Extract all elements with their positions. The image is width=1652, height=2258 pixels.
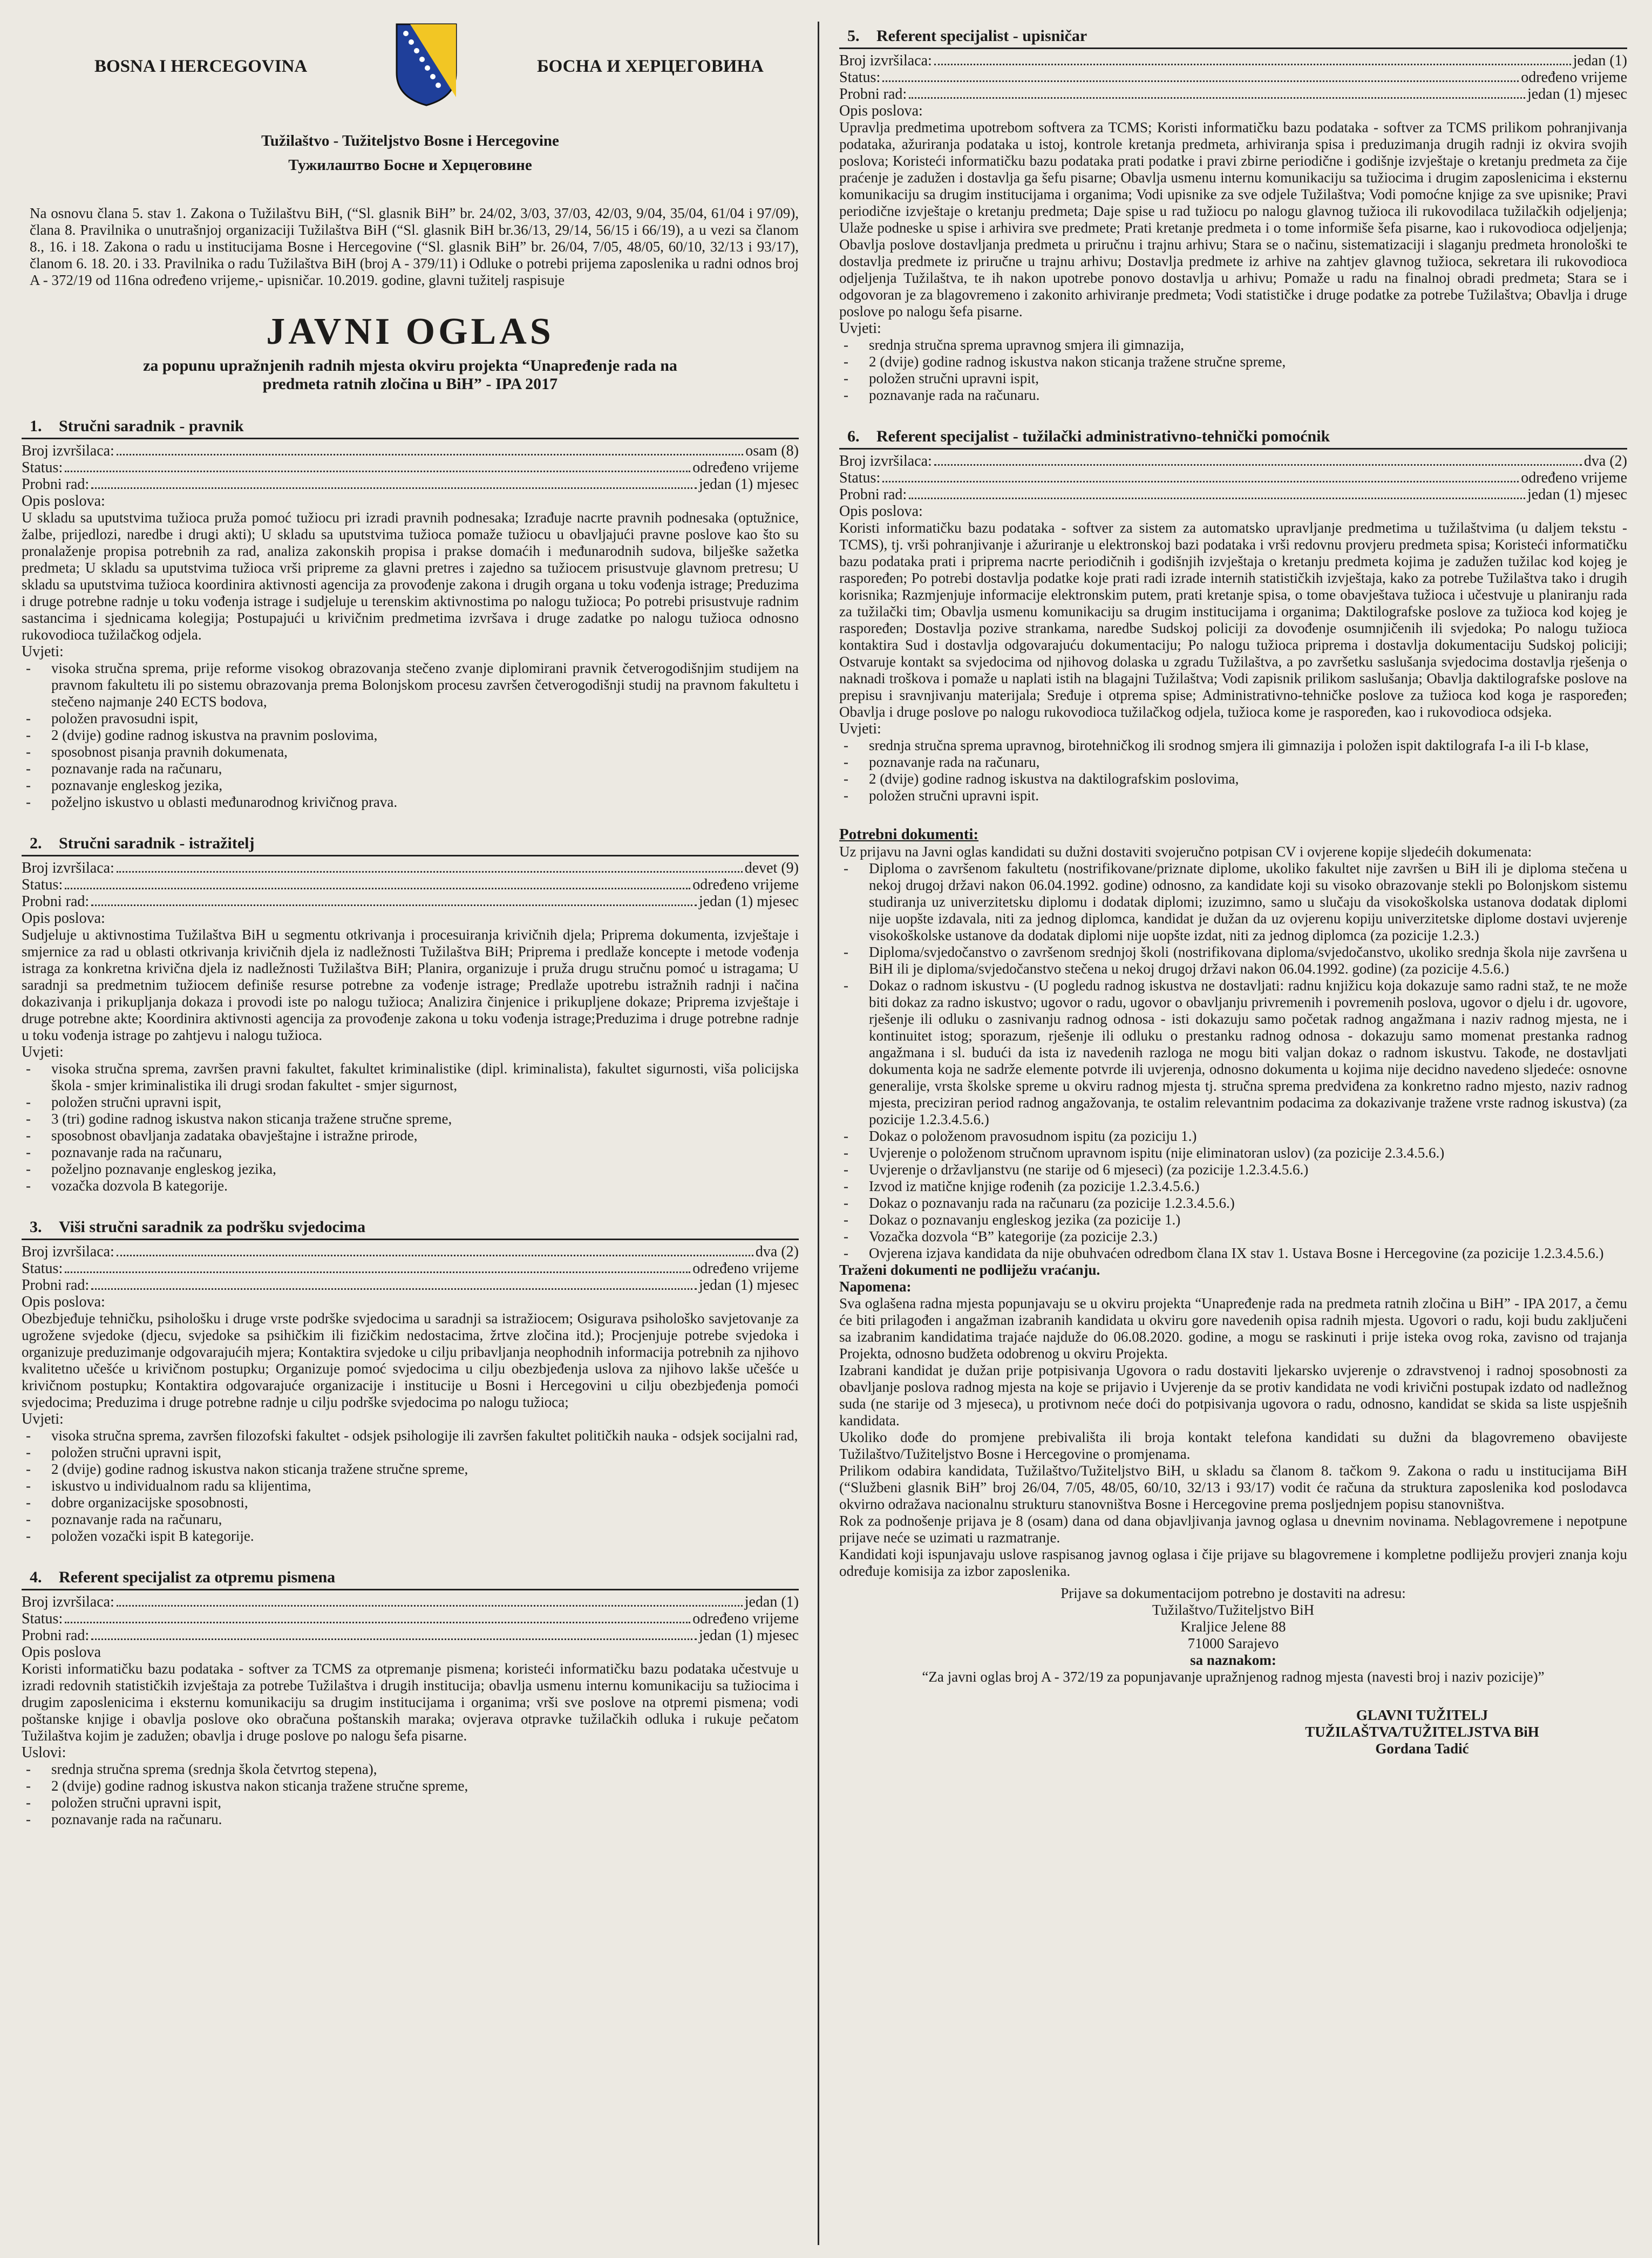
notice-subtitle: za popunu upražnjenih radnih mjesta okviru projekta “Unapređenje rada na predmeta ratnih zločina u BiH” - IPA 2017 (143, 357, 677, 393)
field-value: jedan (1) mjesec (1527, 86, 1627, 103)
dot-leader (909, 486, 1525, 499)
uvjet-item: - visoka stručna sprema, prije reforme visokog obrazovanja stečeno zvanje diplomirani pravnik četverogodišnjim studijem na pravnom fakultetu ili po sistemu obrazovanja prema Bolonjskom procesu završen četverogodišnji studij na pravnom fakultetu i stečeno najmanje 240 ECTS bodova, (22, 660, 799, 710)
field-probni (22, 476, 799, 493)
uvjet-item: - visoka stručna sprema, završen filozofski fakultet - odsjek psihologije ili završen fakultet političkih nauka - odsjek socijalni rad, (22, 1427, 799, 1444)
opis-text: Sudjeluje u aktivnostima Tužilaštva BiH u segmentu otkrivanja i procesuiranja krivičnih djela; Priprema dokumenta, izvještaje i smjernice za rad u oblasti otkrivanja krivičnih djela iz nadležnosti Tužilaštva BiH; Priprema i predlaže koncepte i metode vođenja istraga za konkretna krivična djela iz nadležnosti Tužilaštva BiH; Planira, organizuje i pruža drugu stručnu pomoć u istragama; U saradnji sa predmetnim tužiocem definiše resurse potrebne za vođenje istrage; Predlaže upotrebu istražnih radnji i načina dokazivanja i prikupljanja dokaza i provodi iste po nalogu tužioca; Analizira činjenice i prikupljene dokaze; Priprema izvještaje i druge potrebne akte; Koordinira aktivnosti agencija za provođenje zakona u toku vođenja istrage;Preduzima i druge potrebne radnje u toku vođenja istrage po zahtjevu i nalogu tužioca. (22, 927, 799, 1043)
field-label: Probni rad: (22, 1277, 90, 1294)
uvjet-item: - 2 (dvije) godine radnog iskustva nakon sticanja tražene stručne spreme, (839, 353, 1627, 370)
opis-label: Opis poslova: (839, 103, 923, 119)
section-heading (22, 1568, 799, 1590)
signature-block (1217, 1707, 1627, 1757)
opis-label: Opis poslova: (22, 493, 105, 509)
field-value: određeno vrijeme (692, 1260, 799, 1277)
dot-leader (882, 470, 1519, 482)
field-value: određeno vrijeme (1521, 470, 1627, 486)
uvjeti-label: Uvjeti: (22, 1411, 64, 1427)
uvjet-item: - poznavanje rada na računaru. (839, 387, 1627, 404)
section-title: Stručni saradnik - pravnik (59, 417, 244, 435)
note-paragraph: Izabrani kandidat je dužan prije potpisivanja Ugovora o radu dostaviti ljekarsko uvjerenje o zdravstvenoj i radnoj sposobnosti za obavljanje poslova radnog mjesta na koje se prijavio i Uvjerenje da se protiv kandidata ne vodi krivični postupak izdato od nadležnog suda (ne starije od 3 mjeseca), u protivnom neće doći do potpisivanja ugovora o radu, odnosno, kandidat se skida sa liste uspješnih kandidata. (839, 1362, 1627, 1429)
field-value: jedan (1) mjesec (698, 1627, 799, 1644)
field-value: određeno vrijeme (692, 1610, 799, 1627)
field-probni (839, 86, 1627, 103)
position-section (839, 427, 1627, 804)
uvjeti-label: Uvjeti: (22, 643, 64, 660)
opis-text: Koristi informatičku bazu podataka - softver za TCMS za otpremanje pismena; koristeći informatičku bazu podataka učestvuje u izradi redovnih statističkih izvještaja za potrebe Tužilaštva i drugih institucija; obavlja usmenu internu komunikaciju sa tužiocima i drugim zaposlenicima i eksternu komunikaciju sa drugim institucijama i organima; vrši sve poslove na otpremi pismena; vodi poštanske knjige i obavlja poslove oko obračuna poštanskih maraka; ovjerava otpravke tužilačkih odluka i rukuje pečatom Tužilaštva kojim je zadužen; obavlja i druge poslove po nalogu šefa pisarne. (22, 1661, 799, 1744)
section-title: Stručni saradnik - istražitelj (59, 834, 255, 852)
section-title: Viši stručni saradnik za podršku svjedocima (59, 1218, 366, 1236)
uvjet-item: - položen stručni upravni ispit, (839, 370, 1627, 387)
field-value: jedan (1) (744, 1594, 799, 1610)
address-line-1: Tužilaštvo/Tužiteljstvo BiH (1152, 1602, 1315, 1618)
address-intro: Prijave sa dokumentacijom potrebno je dostaviti na adresu: (1060, 1585, 1406, 1601)
field-label: Broj izvršilaca: (22, 443, 114, 459)
left-column (22, 22, 799, 1828)
dot-leader (882, 69, 1519, 82)
uvjet-item: - sposobnost obavljanja zadataka obavještajne i istražne prirode, (22, 1127, 799, 1144)
note-paragraph: Kandidati koji ispunjavaju uslove raspisanog javnog oglasa i čije prijave su blagovremene i kompletne podliježu provjeri znanja koju određuje komisija za izbor zaposlenika. (839, 1546, 1627, 1579)
opis-text: Obezbjeđuje tehničku, psihološku i druge vrste podrške svjedocima u saradnji sa istražiocem; Osigurava psihološko savjetovanje za ugrožene svjedoke (djecu, svjedoke sa psihičkim ili fizičkim nedostacima, žrtve zločina itd.); Procjenjuje potrebe svjedoka i organizuje preduzimanje odgovarajućih mjera; Kontaktira svjedoke u cilju pribavljanja neophodnih informacija potrebnih za njihovo kvalitetno učešće u krivičnom postupku; Organizuje pomoć svjedocima u cilju obezbjeđenja uslova za njihovo lakše učešće u krivičnom postupku; Kontaktira odgovarajuće organizacije i institucije u Bosni i Hercegovini u cilju obezbjeđenja pomoći svjedocima; Preduzima i druge potrebne radnje u cilju podrške svjedocima po nalogu tužioca; (22, 1310, 799, 1410)
uvjet-item: - poželjno poznavanje engleskog jezika, (22, 1161, 799, 1178)
uvjet-item: - poznavanje rada na računaru, (22, 760, 799, 777)
address-block (839, 1585, 1627, 1685)
position-section (22, 834, 799, 1194)
field-probni (22, 1277, 799, 1294)
field-label: Probni rad: (22, 476, 90, 493)
field-label: Status: (22, 876, 63, 893)
legal-basis: Na osnovu člana 5. stav 1. Zakona o Tužilaštvu BiH, (“Sl. glasnik BiH” br. 24/02, 3/03, 37/03, 42/03, 9/04, 35/04, 61/04 i 97/09), člana 8. Pravilnika o unutrašnjoj organizaciji Tužilaštva BiH (“Sl. glasnik BiH br.36/13, 29/14, 56/15 i 66/19), a u vezi sa članom 8., 16. i 18. Zakona o radu u institucijama Bosne i Hercegovine (“Sl. glasnik BiH” br. 26/04, 7/05, 48/05, 60/10, 32/13 i 93/17), članom 6. 18. 20. i 33. Pravilnika o radu Tužilaštva BiH (broj A - 379/11) i Odluke o potrebi prijema zaposlenika u radni odnos broj A - 372/19 od 116na određeno vrijeme,- upisničar. 10.2019. godine, glavni tužitelj raspisuje (30, 205, 799, 288)
field-value: jedan (1) mjesec (698, 893, 799, 910)
document-item: - Vozačka dozvola “B” kategorije (za pozicije 2.3.) (839, 1228, 1627, 1245)
uvjet-item: - položen stručni upravni ispit. (839, 787, 1627, 804)
field-probni (839, 486, 1627, 503)
field-value: dva (2) (1583, 453, 1627, 470)
section-heading (839, 427, 1627, 450)
dot-leader (91, 1277, 697, 1290)
field-label: Broj izvršilaca: (22, 1594, 114, 1610)
field-label: Status: (22, 459, 63, 476)
note-paragraph: Ukoliko dođe do promjene prebivališta ili broja kontakt telefona kandidati su dužni da blagovremeno obavijeste Tužilaštvo/Tužiteljstvo Bosne i Hercegovine o promjenama. (839, 1429, 1627, 1462)
dot-leader (91, 1627, 697, 1640)
opis-label: Opis poslova: (22, 910, 105, 927)
dot-leader (117, 1594, 743, 1607)
signature-name: Gordana Tadić (1375, 1740, 1469, 1757)
document-item: - Ovjerena izjava kandidata da nije obuhvaćen odredbom člana IX stav 1. Ustava Bosne i Hercegovine (za pozicije 1.2.3.4.5.6.) (839, 1245, 1627, 1262)
field-label: Probni rad: (839, 86, 907, 103)
coat-of-arms-icon (394, 22, 459, 108)
uvjet-item: - poželjno iskustvo u oblasti međunarodnog krivičnog prava. (22, 794, 799, 811)
notice-title: JAVNI OGLAS (266, 311, 554, 352)
section-title: Referent specijalist - tužilački administrativno-tehnički pomoćnik (876, 427, 1330, 445)
document-item: - Uvjerenje o državljanstvu (ne starije od 6 mjeseci) (za pozicije 1.2.3.4.5.6.) (839, 1161, 1627, 1178)
opis-label: Opis poslova (22, 1644, 101, 1661)
dot-leader (65, 1610, 690, 1623)
field-label: Broj izvršilaca: (22, 860, 114, 876)
column-divider (818, 22, 819, 2245)
uvjeti-list (22, 1761, 799, 1828)
field-probni (22, 1627, 799, 1644)
dot-leader (934, 453, 1582, 466)
section-number: 5. (847, 27, 860, 45)
field-broj (22, 1243, 799, 1260)
uvjet-item: - 2 (dvije) godine radnog iskustva nakon sticanja tražene stručne spreme, (22, 1778, 799, 1794)
opis-text: U skladu sa uputstvima tužioca pruža pomoć tužiocu pri izradi pravnih podnesaka; Izrađuje nacrte pravnih podnesaka (optužnice, žalbe, prijedlozi, naredbe i drugi akti); U skladu sa uputstvima tužioca pomaže tužiocu u obavljajući pravne poslove kao što su pronalaženje propisa potrebnih za rad, analiza zakonskih propisa i prakse domaćih i međunarodnih sudova, bilješke sažetka predmeta; U skladu sa uputstvima tužioca vrši pripreme za glavni pretres i zajedno sa tužiocem prisustvuje glavnom pretresu; U skladu sa uputstvima tužioca koordinira aktivnosti agencija za provođenje zakona i drugih organa u toku vođenja istrage; Preduzima i druge potrebne radnje u toku vođenja istrage i sudjeluje u terenskim aktivnostima po nalogu tužioca; Po potrebi prisustvuje radnim sastancima i sjednicama kolegija; Postupajući u krivičnim predmetima izvršava i druge zadatke po nalogu tužioca odnosno rukovodioca tužilačkog odjela. (22, 509, 799, 643)
notes-heading: Napomena: (839, 1278, 912, 1295)
field-value: dva (2) (755, 1243, 799, 1260)
field-status (22, 459, 799, 476)
dot-leader (117, 1243, 753, 1256)
uvjet-item: - srednja stručna sprema upravnog smjera ili gimnazija, (839, 337, 1627, 353)
document-item: - Dokaz o poznavanju rada na računaru (za pozicije 1.2.3.4.5.6.) (839, 1195, 1627, 1212)
uvjet-item: - dobre organizacijske sposobnosti, (22, 1494, 799, 1511)
uvjet-item: - poznavanje rada na računaru, (22, 1511, 799, 1528)
section-number: 2. (30, 834, 42, 852)
document-item: - Diploma/svjedočanstvo o završenom srednjoj školi (nostrifikovana diploma/svjedočanstvo, ukoliko srednja škola nije završena u BiH ili je diploma/svjedočanstvo stečena u nekoj drugoj državi nakon 06.04.1992. godine) (za pozicije 4.5.6.) (839, 944, 1627, 977)
field-value: osam (8) (745, 443, 799, 459)
uvjeti-list (839, 337, 1627, 404)
address-line-3: 71000 Sarajevo (1187, 1635, 1279, 1651)
dot-leader (91, 893, 697, 906)
position-section (22, 417, 799, 811)
field-broj (22, 860, 799, 876)
section-heading (22, 1218, 799, 1240)
field-status (22, 1260, 799, 1277)
uvjeti-label: Uvjeti: (22, 1044, 64, 1060)
right-column (839, 22, 1627, 1757)
section-number: 3. (30, 1218, 42, 1236)
uvjet-item: - položen stručni upravni ispit, (22, 1444, 799, 1461)
notes-paragraphs (839, 1295, 1627, 1580)
uvjeti-label: Uvjeti: (839, 720, 881, 737)
field-value: jedan (1) mjesec (1527, 486, 1627, 503)
address-line-2: Kraljice Jelene 88 (1180, 1618, 1286, 1635)
uvjet-item: - položen vozački ispit B kategorije. (22, 1528, 799, 1545)
document-item: - Dokaz o poznavanju engleskog jezika (za pozicije 1.) (839, 1212, 1627, 1228)
field-value: određeno vrijeme (692, 459, 799, 476)
dot-leader (909, 86, 1525, 99)
field-probni (22, 893, 799, 910)
note-paragraph: Rok za podnošenje prijava je 8 (osam) dana od dana objavljivanja javnog oglasa u dnevnim novinama. Neblagovremene i nepotpune prijave neće se uzimati u razmatranje. (839, 1513, 1627, 1546)
field-label: Status: (22, 1260, 63, 1277)
field-broj (22, 1594, 799, 1610)
field-label: Status: (22, 1610, 63, 1627)
uvjet-item: - poznavanje rada na računaru, (22, 1144, 799, 1161)
field-label: Broj izvršilaca: (839, 52, 932, 69)
field-value: jedan (1) (1573, 52, 1627, 69)
document-item: - Dokaz o radnom iskustvu - (U pogledu radnog iskustva ne dostavljati: radnu knjižicu koja dokazuje samo radni staž, te ne može biti dokaz za radno iskustvo; ugovor o radu, ugovor o obavljanju privremenih i povremenih poslova, ugovor o djelu i dr. ugovore, rješenje ili odluku o zasnivanju radnog odnosa - isti dokazuju samo početak radnog angažmana i naziv radnog mjesta, ne i kontinuitet istog; sporazum, rješenje ili odluku o prestanku radnog odnosa - dokazuju samo momenat prestanka radnog angažmana i sl. budući da ista iz navedenih razloga ne mogu biti valjan dokaz o radnom iskustvu. Takođe, ne dostavljati dokumenta koja ne sadrže elemente potvrde ili uvjerenja, odnosno dokumenta u kojima nije decidno navedeno sljedeće: osnovne generalije, vrsta školske spreme u okviru radnog mjesta tj. stručna sprema predviđena za konkretno radno mjesto, naziv radnog mjesta, preciziran period radnog angažovanja, te ostalim relevantnim podacima za dokazivanje tražene vrste radnog iskustva) (za pozicije 1.2.3.4.5.6.) (839, 977, 1627, 1128)
uvjet-item: - položen pravosudni ispit, (22, 710, 799, 727)
required-documents (839, 826, 1627, 1278)
field-label: Broj izvršilaca: (22, 1243, 114, 1260)
opis-text: Upravlja predmetima upotrebom softvera za TCMS; Koristi informatičku bazu podataka - softver za TCMS prilikom pohranjivanja podataka, ažuriranja podataka u istoj, kontrole kretanja predmeta, arhiviranja spisa i preduzimanja drugih radnji iz okvira svojih poslova; Koristeći informatičku bazu podataka prati podatke i pravi zbirne periodične i godišnje izvještaje o kretanju predmeta za čije praćenje je zadužen i dostavlja ga šefu pisarne; Obavlja usmenu internu komunikaciju sa tužiocima i drugim zaposlenicima i eksternu komunikaciju sa drugim institucijama i organima; Vodi upisnike za sve odjele Tužilaštva; Vodi pomoćne knjige za sve upisnike; Pravi periodične izvještaje o kretanju predmeta; Daje spise u rad tužiocu po nalogu glavnog tužioca ili rukovodilaca tužilačkih odjeljenja; Ulaže podneske u spise i arhivira sve predmete; Prati kretanje predmeta i o tome informiše šefa pisarne, kao i rukovodioca odjeljenja; Obavlja poslove dostavljanja predmeta u priručnu i trajnu arhivu; Stara se o načinu, sistematizaciji i slaganju predmeta hronološki te dostavlja predmete iz priručne u trajnu arhivu; Dostavlja predmete iz arhive na zahtjev glavnog tužioca, sekretara ili rukovodioca odjeljenja Tužilaštva, te ih nakon upotrebe ponovo dostavlja u arhivu; Pomaže u radu na finalnoj obradi predmeta; Stara se i odgovoran je za blagovremeno i zakonito arhiviranje predmeta; Vodi statističke i druge podatke za potrebe Tužilaštva; Obavlja i druge poslove po nalogu šefa pisarne. (839, 119, 1627, 319)
uvjet-item: - vozačka dozvola B kategorije. (22, 1178, 799, 1194)
field-value: određeno vrijeme (692, 876, 799, 893)
country-name-latin: BOSNA I HERCEGOVINA (94, 57, 308, 76)
opis-label: Opis poslova: (839, 503, 923, 520)
field-status (22, 1610, 799, 1627)
dot-leader (65, 1260, 690, 1273)
signature-title: GLAVNI TUŽITELJ (1356, 1707, 1488, 1723)
address-mark: “Za javni oglas broj A - 372/19 za popunjavanje upražnjenog radnog mjesta (navesti broj i naziv pozicije)” (922, 1669, 1545, 1685)
uvjet-item: - poznavanje engleskog jezika, (22, 777, 799, 794)
notes (839, 1278, 1627, 1580)
section-title: Referent specijalist - upisničar (876, 27, 1087, 45)
document-item: - Dokaz o položenom pravosudnom ispitu (za poziciju 1.) (839, 1128, 1627, 1145)
country-name-cyrillic: БОСНА И ХЕРЦЕГОВИНА (537, 57, 764, 76)
uvjet-item: - položen stručni upravni ispit, (22, 1094, 799, 1111)
position-section (22, 1568, 799, 1828)
field-status (839, 69, 1627, 86)
field-value: određeno vrijeme (1521, 69, 1627, 86)
field-label: Probni rad: (839, 486, 907, 503)
field-status (22, 876, 799, 893)
uvjet-item: - 3 (tri) godine radnog iskustva nakon sticanja tražene stručne spreme, (22, 1111, 799, 1127)
section-heading (839, 27, 1627, 49)
uvjeti-list (22, 1060, 799, 1194)
uvjeti-list (22, 660, 799, 811)
field-label: Status: (839, 69, 881, 86)
section-number: 6. (847, 427, 860, 445)
section-heading (22, 834, 799, 856)
uvjeti-label: Uslovi: (22, 1744, 66, 1761)
documents-not-returned: Traženi dokumenti ne podliježu vraćanju. (839, 1262, 1100, 1278)
uvjet-item: - sposobnost pisanja pravnih dokumenata, (22, 744, 799, 760)
letterhead (22, 22, 799, 205)
uvjet-item: - 2 (dvije) godine radnog iskustva na pravnim poslovima, (22, 727, 799, 744)
field-broj (22, 443, 799, 459)
uvjet-item: - poznavanje rada na računaru. (22, 1811, 799, 1828)
uvjeti-label: Uvjeti: (839, 320, 881, 337)
field-label: Probni rad: (22, 893, 90, 910)
field-broj (839, 453, 1627, 470)
uvjet-item: - 2 (dvije) godine radnog iskustva nakon sticanja tražene stručne spreme, (22, 1461, 799, 1478)
dot-leader (65, 876, 690, 889)
field-value: jedan (1) mjesec (698, 476, 799, 493)
uvjet-item: - srednja stručna sprema upravnog, birotehničkog ili srodnog smjera ili gimnazija i položen ispit daktilografa I-a ili I-b klase, (839, 737, 1627, 754)
field-status (839, 470, 1627, 486)
uvjeti-list (839, 737, 1627, 804)
field-label: Status: (839, 470, 881, 486)
dot-leader (117, 860, 743, 873)
uvjeti-list (22, 1427, 799, 1545)
uvjet-item: - visoka stručna sprema, završen pravni fakultet, fakultet kriminalistike (dipl. kriminalista), fakultet sigurnosti, viša policijska škola - smjer kriminalistika ili drugi srodan fakultet - smjer sigurnost, (22, 1060, 799, 1094)
note-paragraph: Prilikom odabira kandidata, Tužilaštvo/Tužiteljstvo BiH, u skladu sa članom 8. tačkom 9. Zakona o radu u institucijama BiH (“Službeni glasnik BiH” broj 26/04, 7/05, 48/05, 60/10, 32/13 i 93/17) vodit će računa da struktura zaposlenika kod poslodavca okvirno odražava nacionalnu strukturu stanovništva Bosne i Hercegovine prema posljednjem popisu stanovništva. (839, 1463, 1627, 1512)
dot-leader (117, 443, 743, 455)
field-label: Broj izvršilaca: (839, 453, 932, 470)
section-heading (22, 417, 799, 439)
uvjet-item: - 2 (dvije) godine radnog iskustva na daktilografskim poslovima, (839, 771, 1627, 787)
uvjet-item: - srednja stručna sprema (srednja škola četvrtog stepena), (22, 1761, 799, 1778)
field-label: Probni rad: (22, 1627, 90, 1644)
dot-leader (934, 52, 1571, 65)
document-item: - Diploma o završenom fakultetu (nostrifikovane/priznate diplome, ukoliko fakultet nije završen u BiH ili je diploma stečena u nekoj drugoj državi nakon 06.04.1992. godine) odnosno, za kandidate koji su visoko obrazovanje stekli po Bolonjskom sistemu studiranja uz univerzitetsku diplomu i dodatak diplomi; izuzimno, samo u slučaju da visokoškolska ustanova dodatak diplomi nije uopšte izdavala, niti za jednog diplomca, kandidat je dužan da uz ovjerenu kopiju univerzitetske diplome dostavi uvjerenje visokoškolske ustanove da dodatak diplomi nije uopšte izdat, niti za jednog diplomca (za pozicije 1.2.3.) (839, 860, 1627, 944)
uvjet-item: - položen stručni upravni ispit, (22, 1794, 799, 1811)
section-title: Referent specijalist za otpremu pismena (59, 1568, 336, 1586)
position-section (839, 27, 1627, 404)
field-broj (839, 52, 1627, 69)
note-paragraph: Sva oglašena radna mjesta popunjavaju se u okviru projekta “Unapređenje rada na predmeta ratnih zločina u BiH” - IPA 2017, a čemu će biti prilagođen i angažman izabranih kandidata u okviru gore navedenih opisa radnih mjesta. Ugovori o radu, koji budu zaključeni sa izabranim kandidatima trajaće najduže do 06.08.2020. godine, a mogu se raskinuti i prije isteka ovog roka, zavisno od trajanja Projekta, odnosno budžeta odobrenog u okviru Projekta. (839, 1295, 1627, 1362)
field-value: devet (9) (744, 860, 799, 876)
institution-name-cyrillic: Тужилаштво Босне и Херцеговине (288, 157, 532, 174)
documents-heading: Potrebni dokumenti: (839, 826, 979, 843)
dot-leader (65, 459, 690, 472)
uvjet-item: - poznavanje rada na računaru, (839, 754, 1627, 771)
document-item: - Uvjerenje o položenom stručnom upravnom ispitu (nije eliminatoran uslov) (za pozicije 2.3.4.5.6.) (839, 1145, 1627, 1161)
document-item: - Izvod iz matične knjige rođenih (za pozicije 1.2.3.4.5.6.) (839, 1178, 1627, 1195)
section-number: 4. (30, 1568, 42, 1586)
institution-name-latin: Tužilaštvo - Tužiteljstvo Bosne i Hercegovine (261, 132, 559, 149)
documents-list (839, 860, 1627, 1262)
opis-label: Opis poslova: (22, 1294, 105, 1310)
uvjet-item: - iskustvo u individualnom radu sa klijentima, (22, 1478, 799, 1494)
documents-intro: Uz prijavu na Javni oglas kandidati su dužni dostaviti svojeručno potpisan CV i ovjerene kopije sljedećih dokumenata: (839, 844, 1532, 860)
dot-leader (91, 476, 697, 489)
signature-institution: TUŽILAŠTVA/TUŽITELJSTVA BiH (1305, 1724, 1539, 1740)
field-value: jedan (1) mjesec (698, 1277, 799, 1294)
opis-text: Koristi informatičku bazu podataka - softver za sistem za automatsko upravljanje predmetima u tužilaštvima (u daljem tekstu - TCMS), tj. vrši pohranjivanje i ažuriranje u elektronskoj bazi podataka i vrši redovnu provjeru predmeta spisa; Koristeći informatičku bazu podataka prati i priprema nacrte periodičnih i godišnjih izvještaja o kretanju predmeta kojima je zadužen tužilac kod kojeg je raspoređen; Po potrebi dostavlja podatke koje prati radi izrade internih statističkih izvještaja, kako za potrebe Tužilaštva tako i drugih korisnika; Razmjenjuje informacije elektronskim putem, prati kretanje spisa, o tome obavještava tužioca i učestvuje u planiranju rada za tužilački tim; Obavlja usmenu komunikaciju sa drugim institucijama i organima; Daktilografske poslove za tužioca kod kojeg je raspoređen; Dostavlja pozive strankama, naredbe Sudskoj policiji za dovođenje osumnjičenih ili svjedoka; Po nalogu tužioca kontaktira Sud i dostavlja odgovarajuću dokumentaciju; Po nalogu tužioca priprema i dostavlja dokumentaciju Sudskoj policiji; Ostvaruje kontakt sa svjedocima od njihovog dolaska u zgradu Tužilaštva, a po završetku saslušanja svjedocima dostavlja rješenja o naknadi troškova i pomaže u naplati istih na blagajni Tužilaštva; Vodi zapisnik prilikom saslušanja; Obavlja daktilografske poslove na prepisu i sravnjivanju materijala; Sređuje i otprema spise; Administrativno-tehničke poslove za tužioca kod koga je raspoređen; Obavlja i druge poslove po nalogu rukovodioca tužilačkog odjela, tužioca kome je raspoređen, kao i rukovodioca odsjeka. (839, 520, 1627, 720)
position-section (22, 1218, 799, 1545)
address-mark-label: sa naznakom: (1190, 1652, 1276, 1668)
section-number: 1. (30, 417, 42, 435)
